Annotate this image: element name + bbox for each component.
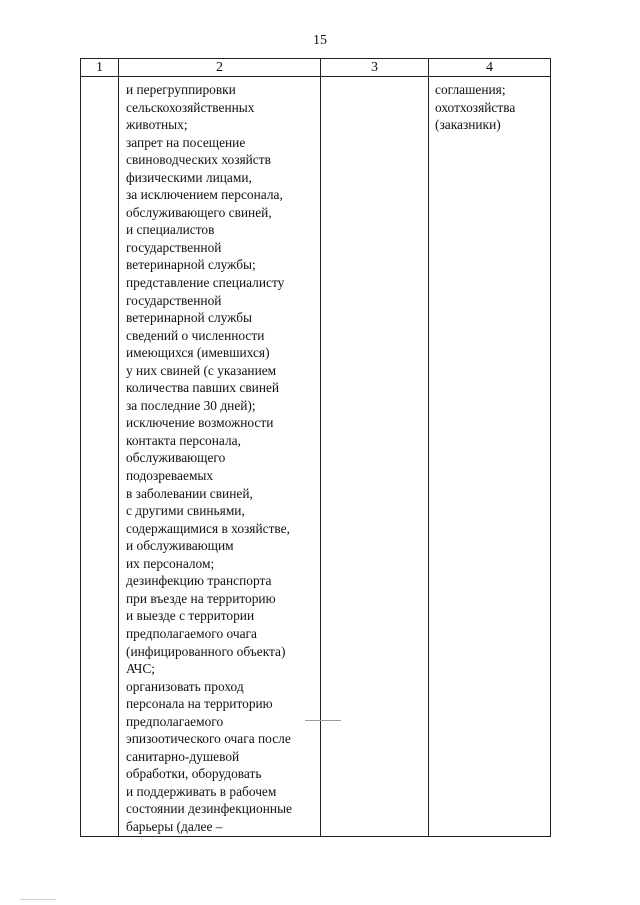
text-line: физическими лицами, <box>126 169 252 185</box>
cell-col3 <box>321 77 429 837</box>
cell-text <box>321 77 428 81</box>
cell-text <box>119 77 320 836</box>
text-line: дезинфекцию транспорта <box>126 573 272 589</box>
text-line: количества павших свиней <box>126 380 280 396</box>
table-row <box>81 77 551 837</box>
text-line: при въезде на территорию <box>126 590 276 606</box>
text-line: за исключением персонала, <box>126 187 283 203</box>
text-line: сведений о численности <box>126 327 265 343</box>
text-line: имеющихся (имевшихся) <box>126 345 270 361</box>
column-header-1: 1 <box>81 59 119 77</box>
text-line: предполагаемого <box>126 713 224 729</box>
text-line: предполагаемого очага <box>126 625 257 641</box>
text-line: и поддерживать в рабочем <box>126 783 277 799</box>
column-header-3: 3 <box>321 59 429 77</box>
text-line: у них свиней (с указанием <box>126 362 277 378</box>
text-line: государственной <box>126 239 222 255</box>
text-line: эпизоотического очага после <box>126 731 291 747</box>
table-header-row <box>81 59 551 77</box>
text-line: и выезде с территории <box>126 608 255 624</box>
text-line: соглашения; <box>435 82 506 97</box>
text-line: и обслуживающим <box>126 538 234 554</box>
scan-artifact-line <box>305 720 341 721</box>
column-header-4: 4 <box>429 59 551 77</box>
text-line: представление специалисту <box>126 275 285 291</box>
text-line: ветеринарной службы; <box>126 257 256 273</box>
text-line: (инфицированного объекта) <box>126 643 286 659</box>
text-line: персонала на территорию <box>126 696 273 712</box>
text-line: и специалистов <box>126 222 215 238</box>
text-line: организовать проход <box>126 678 244 694</box>
text-line: обработки, оборудовать <box>126 766 262 782</box>
text-line: с другими свиньями, <box>126 503 245 519</box>
cell-text <box>81 77 118 81</box>
cell-col1 <box>81 77 119 837</box>
text-line: подозреваемых <box>126 468 214 484</box>
text-line: свиноводческих хозяйств <box>126 152 271 168</box>
text-line: их персоналом; <box>126 555 215 571</box>
text-line: АЧС; <box>126 661 155 677</box>
page-number: 15 <box>313 33 327 48</box>
cell-col2 <box>119 77 321 837</box>
text-line: обслуживающего свиней, <box>126 204 272 220</box>
text-line: состоянии дезинфекционные <box>126 801 293 817</box>
text-line: и перегруппировки <box>126 82 236 97</box>
text-line: ветеринарной службы <box>126 310 253 326</box>
text-line: за последние 30 дней); <box>126 397 256 413</box>
text-line: исключение возможности <box>126 415 274 431</box>
cell-text <box>429 77 550 134</box>
column-header-2: 2 <box>119 59 321 77</box>
text-line: обслуживающего <box>126 450 226 466</box>
text-line: охотхозяйства <box>435 99 516 115</box>
text-line: запрет на посещение <box>126 134 246 150</box>
text-line: государственной <box>126 292 222 308</box>
text-line: (заказники) <box>435 117 501 133</box>
text-line: санитарно-душевой <box>126 748 240 764</box>
text-line: сельскохозяйственных <box>126 99 255 115</box>
text-line: барьеры (далее – <box>126 818 223 834</box>
cell-col4 <box>429 77 551 837</box>
text-line: контакта персонала, <box>126 432 241 448</box>
text-line: содержащимися в хозяйстве, <box>126 520 290 536</box>
text-line: в заболевании свиней, <box>126 485 253 501</box>
text-line: животных; <box>126 117 188 133</box>
scan-artifact-line <box>20 899 56 900</box>
